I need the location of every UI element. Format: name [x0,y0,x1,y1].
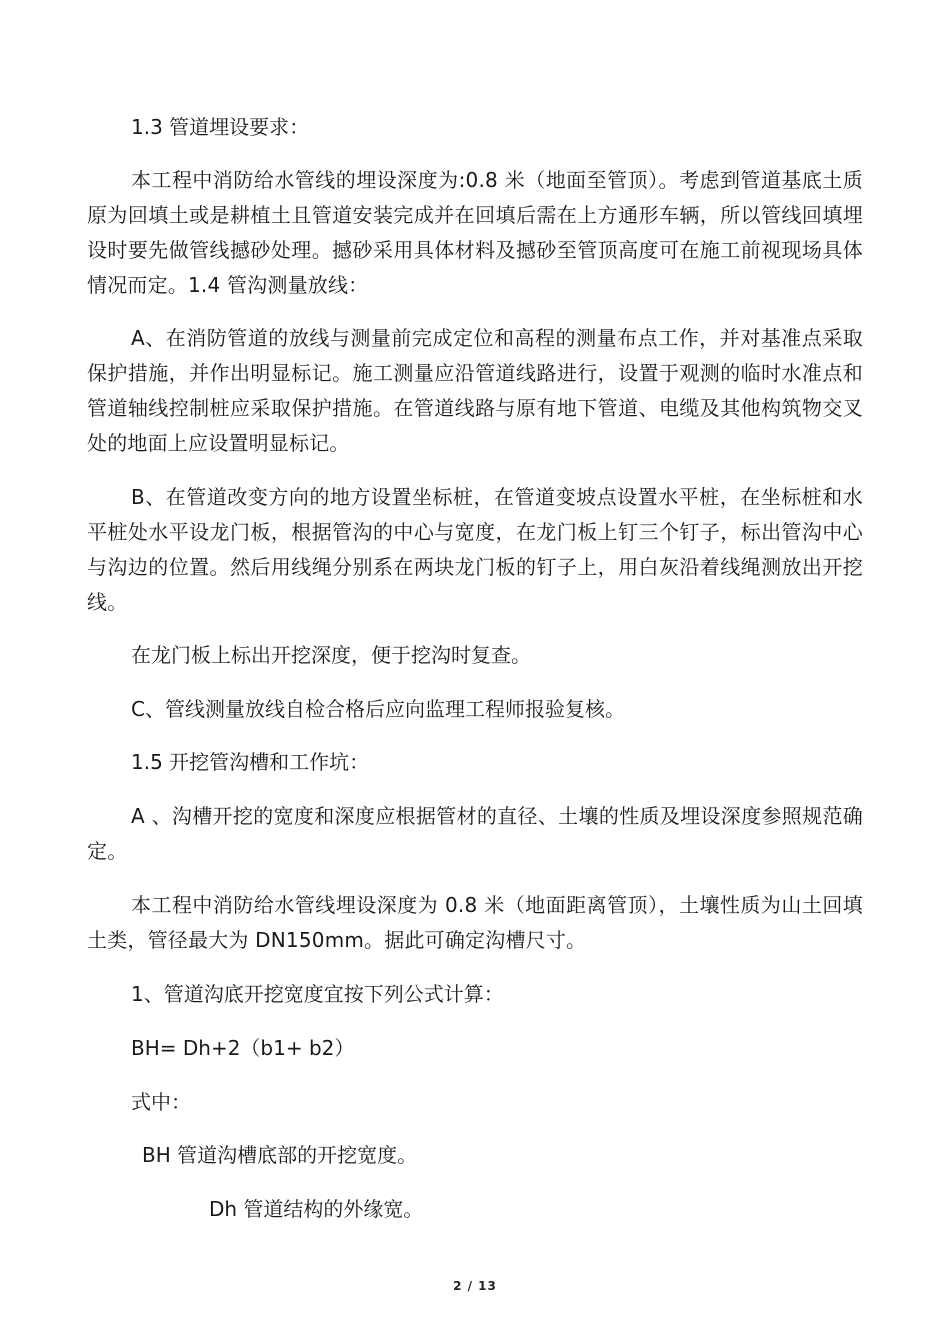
formula-legend-label: 式中： [131,1090,191,1114]
paragraph-trench-width-depth: A 、沟槽开挖的宽度和深度应根据管材的直径、土壤的性质及埋设深度参照规范确定。 [87,804,863,863]
page-number: 2 / 13 [453,1279,497,1293]
paragraph-trench-dimensions: 本工程中消防给水管线埋设深度为 0.8 米（地面距离管顶），土壤性质为山土回填土类，管径最大为 DN150mm。据此可确定沟槽尺寸。 [87,893,863,952]
paragraph-item-a-survey: A、在消防管道的放线与测量前完成定位和高程的测量布点工作，并对基准点采取保护措施，并作出明显标记。施工测量应沿管道线路进行，设置于观测的临时水准点和管道轴线控制桩应采取保护措施。在管道线路与原有地下管道、电缆及其他构筑物交叉处的地面上应设置明显标记。 [87,326,863,455]
formula-term-bh: BH 管道沟槽底部的开挖宽度。 [142,1143,418,1167]
paragraph-excavation-depth-mark: 在龙门板上标出开挖深度，便于挖沟时复查。 [131,643,531,667]
paragraph-item-b-stakes: B、在管道改变方向的地方设置坐标桩，在管道变坡点设置水平桩，在坐标桩和水平桩处水平设龙门板，根据管沟的中心与宽度，在龙门板上钉三个钉子，标出管沟中心与沟边的位置。然后用线绳分别系在两块龙门板的钉子上，用白灰沿着线绳测放出开挖线。 [87,485,863,614]
formula-term-dh: Dh 管道结构的外缘宽。 [209,1197,424,1221]
paragraph-burial-depth: 本工程中消防给水管线的埋设深度为:0.8 米（地面至管顶）。考虑到管道基底土质原为回填土或是耕植土且管道安装完成并在回填后需在上方通形车辆，所以管线回填埋设时要先做管线撼砂处理。撼砂采用具体材料及撼砂至管顶高度可在施工前视现场具体情况而定。1.4 管沟测量放线： [87,168,863,297]
formula: BH= Dh+2（b1+ b2） [131,1036,355,1060]
heading-1-5: 1.5 开挖管沟槽和工作坑： [131,750,370,774]
heading-1-3: 1.3 管道埋设要求： [131,115,310,139]
paragraph-item-c-inspection: C、管线测量放线自检合格后应向监理工程师报验复核。 [131,697,625,721]
paragraph-formula-intro: 1、管道沟底开挖宽度宜按下列公式计算： [131,982,504,1006]
